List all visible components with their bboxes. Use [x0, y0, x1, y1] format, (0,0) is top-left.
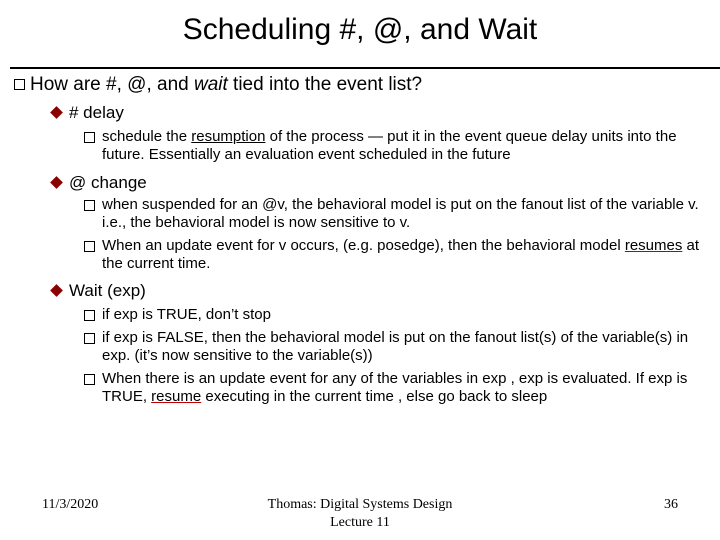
change-item-2-underlined: resumes	[624, 237, 683, 254]
wait-item-2-text: if exp is FALSE, then the behavioral model is put on the fanout list(s) of the variable(s) in exp. (it’s now sensitive to the variable(s))	[102, 329, 689, 364]
wait-item-1-text: if exp is TRUE, don’t stop	[102, 306, 271, 323]
wait-item-3-pre: When there is an update event for any of the variables in exp , exp is evaluated. If exp is TRUE,	[102, 370, 688, 405]
main-question	[14, 74, 422, 96]
title-divider	[10, 67, 720, 69]
square-bullet-icon	[84, 241, 95, 252]
delay-item-1-post: of the process — put it in the event queue delay units into the future. Essentially an evaluation event scheduled in the future	[102, 128, 677, 163]
page-number: 36	[664, 497, 678, 512]
change-item-1	[84, 196, 714, 232]
footer-course-line2: Lecture 11	[330, 515, 390, 530]
square-bullet-icon	[84, 132, 95, 143]
wait-item-1	[84, 306, 714, 324]
square-bullet-icon	[84, 200, 95, 211]
change-heading-text: @ change	[69, 173, 147, 192]
slide-title: Scheduling #, @, and Wait	[182, 13, 538, 46]
change-item-2-post: at the current time.	[102, 237, 700, 272]
change-item-1-text: when suspended for an @v, the behavioral model is put on the fanout list of the variable v. i.e., the behavioral model is now sensitive to v.	[102, 196, 699, 231]
diamond-bullet-icon	[50, 176, 63, 189]
delay-item-1-pre: schedule the	[102, 128, 192, 145]
footer-course-line1: Thomas: Digital Systems Design	[267, 497, 453, 512]
wait-heading-text: Wait (exp)	[69, 281, 146, 300]
wait-heading	[50, 281, 146, 301]
footer-course	[230, 496, 490, 532]
square-bullet-icon	[14, 79, 25, 90]
wait-item-2	[84, 329, 714, 365]
square-bullet-icon	[84, 333, 95, 344]
wait-item-3	[84, 370, 714, 406]
wait-item-3-post: executing in the current time , else go back to sleep	[201, 388, 548, 405]
delay-item-1	[84, 128, 714, 164]
wait-item-3-underlined: resume	[151, 388, 202, 405]
footer-date: 11/3/2020	[42, 497, 99, 512]
diamond-bullet-icon	[50, 284, 63, 297]
square-bullet-icon	[84, 310, 95, 321]
change-item-2	[84, 237, 714, 273]
delay-item-1-underlined: resumption	[191, 128, 266, 145]
question-after: tied into the event list?	[227, 74, 423, 95]
square-bullet-icon	[84, 374, 95, 385]
delay-heading-text: # delay	[69, 103, 124, 122]
question-emphasis: wait	[193, 74, 228, 95]
diamond-bullet-icon	[50, 106, 63, 119]
delay-heading	[50, 103, 124, 123]
question-before: How are #, @, and	[30, 74, 194, 95]
change-item-2-pre: When an update event for v occurs, (e.g. posedge), then the behavioral model	[102, 237, 625, 254]
change-heading	[50, 173, 147, 193]
